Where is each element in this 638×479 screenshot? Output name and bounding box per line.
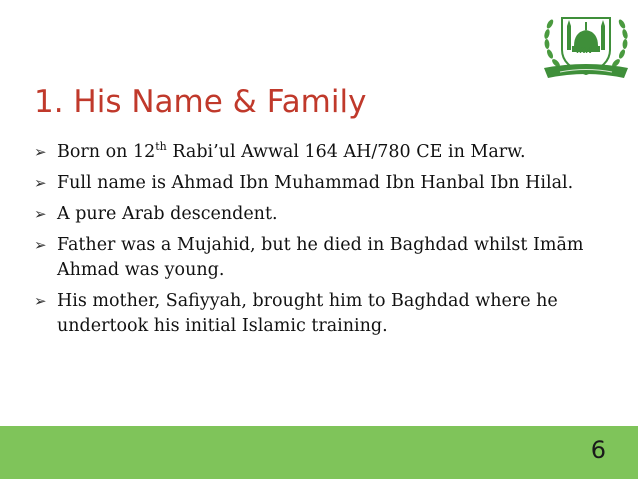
ikn-mosque-emblem-icon <box>538 2 634 86</box>
bullet-arrow-icon: ➢ <box>34 174 47 192</box>
page-number: 6 <box>590 436 606 464</box>
bullet-text: His mother, Safiyyah, brought him to Baghdad where he undertook his initial Islamic training. <box>57 291 558 336</box>
bullet-list <box>34 140 594 345</box>
bullet-arrow-icon: ➢ <box>34 205 47 223</box>
bullet-item <box>34 233 594 283</box>
slide-title: 1. His Name & Family <box>34 84 367 120</box>
ordinal-suffix: th <box>155 140 167 154</box>
footer-bar <box>0 426 638 479</box>
bullet-item <box>34 171 594 196</box>
bullet-arrow-icon: ➢ <box>34 292 47 310</box>
bullet-arrow-icon: ➢ <box>34 236 47 254</box>
bullet-arrow-icon: ➢ <box>34 143 47 161</box>
bullet-text: Full name is Ahmad Ibn Muhammad Ibn Hanbal Ibn Hilal. <box>57 173 574 193</box>
logo-text: IKN <box>576 46 592 55</box>
bullet-text: Father was a Mujahid, but he died in Baghdad whilst Imām Ahmad was young. <box>57 235 584 280</box>
bullet-item <box>34 140 594 165</box>
bullet-text-cont: Rabi’ul Awwal 164 AH/780 CE in Marw. <box>166 142 526 162</box>
bullet-item <box>34 202 594 227</box>
bullet-text: A pure Arab descendent. <box>57 204 278 224</box>
bullet-text: Born on 12 <box>57 142 156 162</box>
bullet-item <box>34 289 594 339</box>
